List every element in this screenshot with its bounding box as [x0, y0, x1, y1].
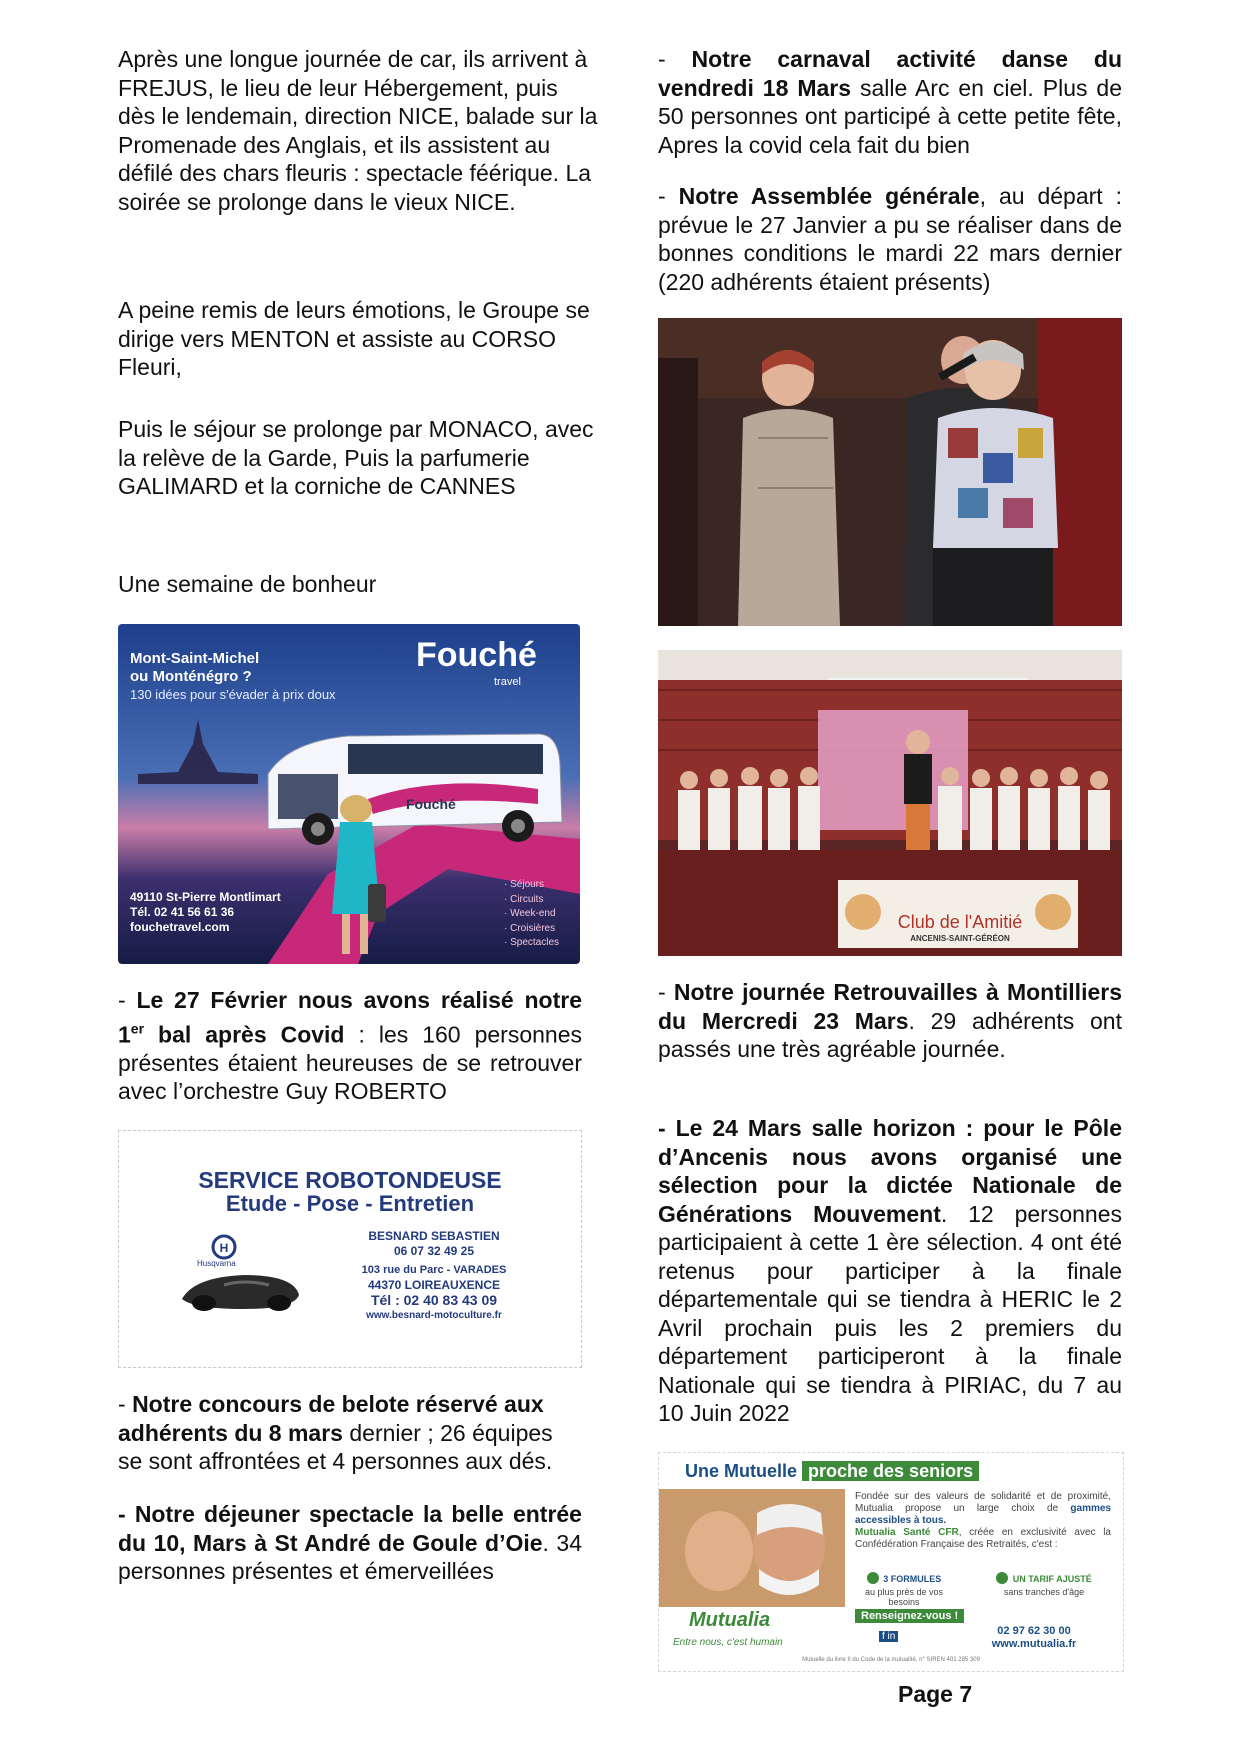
assemblee-photo — [658, 318, 1122, 626]
mutualia-title-a: Une Mutuelle — [685, 1461, 798, 1481]
fouche-address: 49110 St-Pierre Montlimart — [130, 890, 281, 904]
husqvarna-logo: Husqvarna — [197, 1259, 236, 1268]
feature-2-title: UN TARIF AJUSTÉ — [1012, 1574, 1092, 1584]
social-icons: f in — [879, 1631, 898, 1642]
feature-1-title: 3 FORMULES — [883, 1574, 942, 1584]
mutualia-cfr-text: , créée en exclusivité avec la Confédération Française des Retraités, c'est : — [855, 1527, 1111, 1550]
belote-heading: Notre concours de belote réservé aux adhérents du 8 mars — [118, 1391, 544, 1446]
robot-subtitle: Etude - Pose - Entretien — [225, 1191, 475, 1216]
fouche-phone: Tél. 02 41 56 61 36 — [130, 905, 235, 919]
club-banner-name: Club de l'Amitié — [897, 912, 1023, 932]
mutualia-feature-2 — [969, 1569, 1119, 1597]
mutualia-title — [685, 1461, 979, 1482]
robot-website: www.besnard-motoculture.fr — [366, 1310, 502, 1321]
robot-phone: Tél : 02 40 83 43 09 — [370, 1292, 498, 1308]
fouche-headline-2: ou Monténégro ? — [130, 668, 252, 685]
euro-icon — [996, 1572, 1008, 1584]
carnaval-heading: Notre carnaval activité danse du vendredi 18 Mars — [658, 46, 1122, 101]
retrouvailles-paragraph: - Notre journée Retrouvailles à Montilliers du Mercredi 23 Mars. 29 adhérents ont passés une très agréable journée. — [658, 979, 1122, 1062]
fouche-logo: Fouché — [416, 636, 537, 674]
fouche-travel-ad — [118, 624, 580, 964]
fouche-logo-sub: travel — [494, 676, 521, 688]
robot-mobile: 06 07 32 49 25 — [393, 1244, 475, 1258]
mutualia-intro-text: Fondée sur des valeurs de solidarité et de proximité, Mutualia propose un large choix de — [855, 1491, 1111, 1514]
service-item: Séjours — [510, 879, 545, 890]
mutualia-contact — [959, 1625, 1109, 1651]
dictee-body: . 12 personnes participaient à cette 1 ère sélection. 4 ont été retenus pour participer à la finale départementale qui se tiendra à HERIC le 2 Avril prochain puis les 2 premiers du département participeront à la finale Nationale qui se tiendra à PIRIAC, du 7 au 10 Juin 2022 — [658, 1200, 1122, 1426]
assemblee-body: , au départ : prévue le 27 Janvier a pu se réaliser dans de bonnes conditions le mardi 22 mars dernier (220 adhérents étaient présents) — [658, 183, 1122, 295]
mutualia-cfr-bold: Mutualia Santé CFR — [855, 1527, 959, 1538]
bus-logo: Fouché — [406, 796, 456, 812]
page-number: Page 7 — [898, 1681, 973, 1707]
service-item: Week-end — [510, 908, 556, 919]
mutualia-phone: 02 97 62 30 00 — [997, 1625, 1071, 1637]
fouche-tagline: 130 idées pour s'évader à prix doux — [130, 687, 336, 702]
service-item: Croisières — [510, 922, 556, 934]
mutualia-feature-1 — [849, 1569, 959, 1607]
bal-heading: Le 27 Février nous avons réalisé notre 1 — [118, 987, 582, 1048]
robot-title: SERVICE ROBOTONDEUSE — [198, 1167, 502, 1193]
robot-contact — [329, 1229, 539, 1323]
robotondeuse-ad — [118, 1130, 582, 1368]
feature-2-sub: sans tranches d'âge — [1003, 1587, 1085, 1597]
retrouvailles-body: . 29 adhérents ont passés une très agréable journée. — [658, 1007, 1122, 1062]
mutualia-intro-bold: gammes accessibles à tous. — [855, 1503, 1111, 1526]
bal-paragraph: - Le 27 Février nous avons réalisé notre 1er bal après Covid : les 160 personnes présentes étaient heureuses de se retrouver avec l’orchestre Guy ROBERTO — [118, 987, 582, 1105]
menton-paragraph: A peine remis de leurs émotions, le Groupe se dirige vers MENTON et assiste au CORSO Fleuri, — [118, 297, 590, 380]
fouche-contact — [130, 890, 281, 935]
service-item: Circuits — [510, 893, 544, 905]
dejeuner-paragraph: - Notre déjeuner spectacle la belle entrée du 10, Mars à St André de Goule d’Oie. 34 personnes présentes et émerveillées — [118, 1501, 583, 1584]
mutualia-slogan: Entre nous, c'est humain — [673, 1637, 783, 1648]
dictee-heading: Le 24 Mars salle horizon : pour le Pôle d’Ancenis nous avons organisé une sélection pour la dictée Nationale de Générations Mouvement — [658, 1115, 1122, 1227]
mutualia-title-b: proche des seniors — [802, 1461, 979, 1481]
mutualia-cfr — [855, 1527, 1111, 1551]
feature-1-sub: au plus près de vos besoins — [864, 1587, 944, 1607]
retrouvailles-heading: Notre journée Retrouvailles à Montilliers du Mercredi 23 Mars — [658, 979, 1122, 1034]
mutualia-cta: Renseignez-vous ! — [855, 1609, 964, 1623]
bonheur-line: Une semaine de bonheur — [118, 571, 377, 597]
svg-text:H: H — [219, 1241, 229, 1255]
assemblee-paragraph: - Notre Assemblée générale, au départ : prévue le 27 Janvier a pu se réaliser dans de bonnes conditions le mardi 22 mars dernier (220 adhérents étaient présents) — [658, 183, 1122, 295]
fouche-headline-1: Mont-Saint-Michel — [130, 650, 260, 667]
mutualia-logo: Mutualia — [689, 1609, 771, 1631]
fouche-headline — [130, 650, 259, 686]
bal-body: : les 160 personnes présentes étaient heureuses de se retrouver avec l’orchestre Guy ROBERTO — [118, 1021, 582, 1105]
assemblee-heading: Notre Assemblée générale — [678, 183, 980, 209]
bal-heading-end: bal après Covid — [144, 1021, 345, 1048]
mutualia-website: www.mutualia.fr — [991, 1638, 1077, 1650]
monaco-paragraph: Puis le séjour se prolonge par MONACO, avec la relève de la Garde, Puis la parfumerie GALIMARD et la corniche de CANNES — [118, 416, 594, 499]
intro-paragraph: Après une longue journée de car, ils arrivent à FREJUS, le lieu de leur Hébergement, puis dès le lendemain, direction NICE, balade sur la Promenade des Anglais, et ils assistent au défilé des chars fleuris : spectacle féérique. La soirée se prolonge dans le vieux NICE. — [118, 46, 598, 215]
service-item: Spectacles — [510, 937, 560, 948]
dejeuner-heading: Notre déjeuner spectacle la belle entrée du 10, Mars à St André de Goule d’Oie — [118, 1501, 582, 1556]
group-stage-photo — [658, 650, 1122, 956]
senior-couple-photo — [659, 1489, 845, 1607]
check-icon — [867, 1572, 879, 1584]
robot-name: BESNARD SEBASTIEN — [368, 1229, 500, 1243]
belote-paragraph: - Notre concours de belote réservé aux adhérents du 8 mars dernier ; 26 équipes se sont affrontées et 4 personnes aux dés. — [118, 1391, 553, 1474]
robot-street: 103 rue du Parc - VARADES — [361, 1264, 507, 1276]
dictee-paragraph: - Le 24 Mars salle horizon : pour le Pôle d’Ancenis nous avons organisé une sélection pour la dictée Nationale de Générations Mouvement. 12 personnes participaient à cette 1 ère sélection. 4 ont été retenus pour participer à la finale départementale qui se tiendra à HERIC le 2 Avril prochain puis les 2 premiers du département participeront à la finale Nationale qui se tiendra à PIRIAC, du 7 au 10 Juin 2022 — [658, 1115, 1122, 1426]
carnaval-body: salle Arc en ciel. Plus de 50 personnes ont participé à cette petite fête, Apres la covid cela fait du bien — [658, 74, 1123, 158]
robot-mower-icon — [174, 1229, 314, 1319]
mutualia-intro — [855, 1491, 1111, 1527]
bal-superscript: er — [130, 1020, 145, 1037]
robot-city: 44370 LOIREAUXENCE — [367, 1278, 501, 1292]
mutualia-fine-print: Mutuelle du livre II du Code de la mutualité, n° SIREN 401 285 309 — [802, 1657, 980, 1663]
fouche-website: fouchetravel.com — [130, 920, 230, 934]
belote-body: dernier ; 26 équipes se sont affrontées et 4 personnes aux dés. — [118, 1419, 553, 1474]
club-banner-place: ANCENIS-SAINT-GÉRÉON — [910, 934, 1010, 943]
fouche-services: · Séjours · Circuits · Week-end · Croisières · Spectacles — [504, 879, 560, 948]
carnaval-paragraph: - Notre carnaval activité danse du vendredi 18 Mars salle Arc en ciel. Plus de 50 personnes ont participé à cette petite fête, Apres la covid cela fait du bien — [658, 46, 1123, 158]
mutualia-ad — [658, 1452, 1124, 1672]
dejeuner-body: . 34 personnes présentes et émerveillées — [118, 1529, 583, 1584]
